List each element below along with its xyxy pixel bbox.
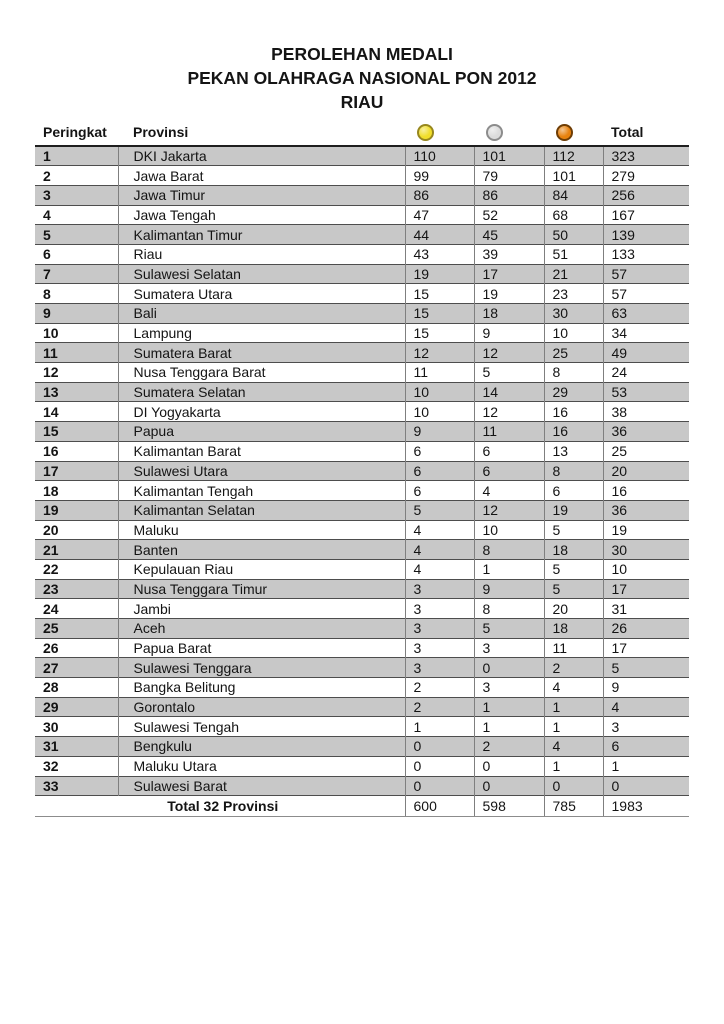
gold-column-header — [405, 114, 474, 146]
table-row — [35, 461, 689, 481]
table-row — [35, 599, 689, 619]
province-cell: Gorontalo — [118, 697, 405, 717]
bronze-cell: 1 — [544, 717, 603, 737]
bronze-cell: 13 — [544, 441, 603, 461]
silver-cell: 8 — [474, 540, 544, 560]
rank-cell: 5 — [35, 225, 118, 245]
medal-table-body — [35, 146, 689, 796]
gold-cell: 44 — [405, 225, 474, 245]
rank-cell: 31 — [35, 737, 118, 757]
province-cell: Sumatera Selatan — [118, 382, 405, 402]
rank-cell: 17 — [35, 461, 118, 481]
total-gold-cell: 600 — [405, 796, 474, 817]
province-cell: Papua Barat — [118, 638, 405, 658]
table-row — [35, 441, 689, 461]
gold-cell: 3 — [405, 579, 474, 599]
silver-cell: 6 — [474, 461, 544, 481]
table-row — [35, 717, 689, 737]
total-cell: 57 — [603, 284, 689, 304]
bronze-cell: 20 — [544, 599, 603, 619]
bronze-cell: 112 — [544, 146, 603, 166]
gold-cell: 3 — [405, 658, 474, 678]
total-cell: 6 — [603, 737, 689, 757]
bronze-cell: 8 — [544, 461, 603, 481]
rank-cell: 13 — [35, 382, 118, 402]
rank-cell: 1 — [35, 146, 118, 166]
rank-column-header: Peringkat — [35, 114, 118, 146]
gold-cell: 6 — [405, 461, 474, 481]
province-cell: Banten — [118, 540, 405, 560]
bronze-cell: 10 — [544, 323, 603, 343]
table-row — [35, 520, 689, 540]
province-cell: Papua — [118, 422, 405, 442]
silver-cell: 101 — [474, 146, 544, 166]
total-cell: 0 — [603, 776, 689, 796]
gold-cell: 10 — [405, 382, 474, 402]
table-total-row — [35, 796, 689, 817]
silver-cell: 45 — [474, 225, 544, 245]
total-cell: 24 — [603, 363, 689, 383]
bronze-cell: 0 — [544, 776, 603, 796]
province-cell: Sulawesi Selatan — [118, 264, 405, 284]
province-cell: Maluku — [118, 520, 405, 540]
table-row — [35, 500, 689, 520]
total-total-cell: 1983 — [603, 796, 689, 817]
province-cell: DI Yogyakarta — [118, 402, 405, 422]
bronze-cell: 16 — [544, 422, 603, 442]
rank-cell: 24 — [35, 599, 118, 619]
silver-cell: 0 — [474, 776, 544, 796]
total-cell: 30 — [603, 540, 689, 560]
silver-cell: 79 — [474, 166, 544, 186]
bronze-medal-icon — [556, 124, 573, 141]
bronze-cell: 5 — [544, 520, 603, 540]
gold-cell: 86 — [405, 185, 474, 205]
bronze-cell: 50 — [544, 225, 603, 245]
total-cell: 38 — [603, 402, 689, 422]
gold-cell: 11 — [405, 363, 474, 383]
table-row — [35, 244, 689, 264]
total-cell: 31 — [603, 599, 689, 619]
total-cell: 16 — [603, 481, 689, 501]
rank-cell: 8 — [35, 284, 118, 304]
gold-cell: 43 — [405, 244, 474, 264]
silver-cell: 8 — [474, 599, 544, 619]
silver-cell: 1 — [474, 717, 544, 737]
bronze-cell: 2 — [544, 658, 603, 678]
gold-cell: 0 — [405, 756, 474, 776]
province-cell: Kalimantan Tengah — [118, 481, 405, 501]
silver-cell: 5 — [474, 619, 544, 639]
rank-cell: 32 — [35, 756, 118, 776]
total-column-header: Total — [603, 114, 689, 146]
title-line-3: RIAU — [340, 92, 384, 112]
total-cell: 5 — [603, 658, 689, 678]
province-cell: Bali — [118, 304, 405, 324]
province-cell: Maluku Utara — [118, 756, 405, 776]
total-cell: 17 — [603, 579, 689, 599]
gold-cell: 15 — [405, 304, 474, 324]
rank-cell: 9 — [35, 304, 118, 324]
table-row — [35, 559, 689, 579]
bronze-cell: 4 — [544, 678, 603, 698]
rank-cell: 33 — [35, 776, 118, 796]
table-row — [35, 422, 689, 442]
province-cell: Jambi — [118, 599, 405, 619]
gold-cell: 4 — [405, 520, 474, 540]
gold-cell: 2 — [405, 678, 474, 698]
table-row — [35, 619, 689, 639]
silver-cell: 12 — [474, 343, 544, 363]
province-cell: Jawa Tengah — [118, 205, 405, 225]
gold-cell: 15 — [405, 284, 474, 304]
silver-cell: 52 — [474, 205, 544, 225]
silver-cell: 12 — [474, 500, 544, 520]
gold-cell: 12 — [405, 343, 474, 363]
total-cell: 167 — [603, 205, 689, 225]
table-row — [35, 697, 689, 717]
total-cell: 63 — [603, 304, 689, 324]
gold-cell: 9 — [405, 422, 474, 442]
bronze-cell: 19 — [544, 500, 603, 520]
rank-cell: 28 — [35, 678, 118, 698]
province-cell: Kalimantan Timur — [118, 225, 405, 245]
rank-cell: 4 — [35, 205, 118, 225]
total-cell: 25 — [603, 441, 689, 461]
bronze-cell: 21 — [544, 264, 603, 284]
silver-cell: 2 — [474, 737, 544, 757]
gold-cell: 4 — [405, 559, 474, 579]
total-cell: 4 — [603, 697, 689, 717]
gold-cell: 15 — [405, 323, 474, 343]
province-cell: Sumatera Barat — [118, 343, 405, 363]
total-silver-cell: 598 — [474, 796, 544, 817]
silver-cell: 6 — [474, 441, 544, 461]
gold-cell: 19 — [405, 264, 474, 284]
silver-cell: 4 — [474, 481, 544, 501]
province-cell: Bangka Belitung — [118, 678, 405, 698]
gold-cell: 3 — [405, 599, 474, 619]
province-cell: Nusa Tenggara Timur — [118, 579, 405, 599]
gold-cell: 10 — [405, 402, 474, 422]
rank-cell: 16 — [35, 441, 118, 461]
province-cell: Lampung — [118, 323, 405, 343]
gold-cell: 5 — [405, 500, 474, 520]
bronze-cell: 16 — [544, 402, 603, 422]
gold-cell: 0 — [405, 737, 474, 757]
province-cell: Jawa Timur — [118, 185, 405, 205]
gold-medal-icon — [417, 124, 434, 141]
title-line-1: PEROLEHAN MEDALI — [271, 44, 453, 64]
gold-cell: 0 — [405, 776, 474, 796]
silver-cell: 0 — [474, 658, 544, 678]
province-cell: Sulawesi Barat — [118, 776, 405, 796]
bronze-cell: 30 — [544, 304, 603, 324]
table-row — [35, 540, 689, 560]
province-cell: Riau — [118, 244, 405, 264]
silver-cell: 18 — [474, 304, 544, 324]
table-row — [35, 638, 689, 658]
silver-cell: 39 — [474, 244, 544, 264]
rank-cell: 29 — [35, 697, 118, 717]
bronze-cell: 18 — [544, 619, 603, 639]
rank-cell: 6 — [35, 244, 118, 264]
total-bronze-cell: 785 — [544, 796, 603, 817]
gold-cell: 2 — [405, 697, 474, 717]
bronze-cell: 25 — [544, 343, 603, 363]
rank-cell: 26 — [35, 638, 118, 658]
bronze-cell: 18 — [544, 540, 603, 560]
gold-cell: 3 — [405, 619, 474, 639]
bronze-cell: 84 — [544, 185, 603, 205]
bronze-cell: 5 — [544, 559, 603, 579]
silver-cell: 3 — [474, 638, 544, 658]
table-row — [35, 284, 689, 304]
silver-cell: 1 — [474, 559, 544, 579]
silver-cell: 14 — [474, 382, 544, 402]
rank-cell: 18 — [35, 481, 118, 501]
rank-cell: 25 — [35, 619, 118, 639]
table-row — [35, 737, 689, 757]
province-cell: Nusa Tenggara Barat — [118, 363, 405, 383]
gold-cell: 3 — [405, 638, 474, 658]
silver-cell: 9 — [474, 323, 544, 343]
rank-cell: 20 — [35, 520, 118, 540]
table-row — [35, 185, 689, 205]
title-line-2: PEKAN OLAHRAGA NASIONAL PON 2012 — [187, 68, 537, 88]
total-cell: 133 — [603, 244, 689, 264]
bronze-cell: 1 — [544, 756, 603, 776]
table-row — [35, 205, 689, 225]
bronze-column-header — [544, 114, 603, 146]
rank-cell: 7 — [35, 264, 118, 284]
bronze-cell: 23 — [544, 284, 603, 304]
total-cell: 34 — [603, 323, 689, 343]
silver-cell: 86 — [474, 185, 544, 205]
total-cell: 36 — [603, 500, 689, 520]
rank-cell: 3 — [35, 185, 118, 205]
bronze-cell: 5 — [544, 579, 603, 599]
table-row — [35, 166, 689, 186]
bronze-cell: 4 — [544, 737, 603, 757]
table-row — [35, 323, 689, 343]
gold-cell: 110 — [405, 146, 474, 166]
rank-cell: 12 — [35, 363, 118, 383]
rank-cell: 23 — [35, 579, 118, 599]
table-row — [35, 343, 689, 363]
silver-medal-icon — [486, 124, 503, 141]
table-row — [35, 579, 689, 599]
rank-cell: 15 — [35, 422, 118, 442]
bronze-cell: 6 — [544, 481, 603, 501]
total-cell: 57 — [603, 264, 689, 284]
total-cell: 49 — [603, 343, 689, 363]
gold-cell: 99 — [405, 166, 474, 186]
rank-cell: 21 — [35, 540, 118, 560]
bronze-cell: 68 — [544, 205, 603, 225]
bronze-cell: 8 — [544, 363, 603, 383]
table-row — [35, 304, 689, 324]
document-title — [0, 0, 724, 114]
table-row — [35, 481, 689, 501]
silver-column-header — [474, 114, 544, 146]
rank-cell: 27 — [35, 658, 118, 678]
bronze-cell: 1 — [544, 697, 603, 717]
silver-cell: 11 — [474, 422, 544, 442]
province-cell: Bengkulu — [118, 737, 405, 757]
total-cell: 1 — [603, 756, 689, 776]
rank-cell: 2 — [35, 166, 118, 186]
medal-standings-table — [35, 114, 689, 817]
province-cell: Kalimantan Selatan — [118, 500, 405, 520]
silver-cell: 3 — [474, 678, 544, 698]
gold-cell: 4 — [405, 540, 474, 560]
bronze-cell: 11 — [544, 638, 603, 658]
table-row — [35, 146, 689, 166]
silver-cell: 9 — [474, 579, 544, 599]
total-cell: 10 — [603, 559, 689, 579]
total-cell: 323 — [603, 146, 689, 166]
total-label-cell: Total 32 Provinsi — [35, 796, 405, 817]
province-cell: Sulawesi Tengah — [118, 717, 405, 737]
rank-cell: 19 — [35, 500, 118, 520]
total-cell: 19 — [603, 520, 689, 540]
province-cell: DKI Jakarta — [118, 146, 405, 166]
table-row — [35, 756, 689, 776]
rank-cell: 11 — [35, 343, 118, 363]
table-header-row — [35, 114, 689, 146]
table-row — [35, 382, 689, 402]
total-cell: 17 — [603, 638, 689, 658]
silver-cell: 12 — [474, 402, 544, 422]
rank-cell: 14 — [35, 402, 118, 422]
silver-cell: 5 — [474, 363, 544, 383]
rank-cell: 22 — [35, 559, 118, 579]
total-cell: 26 — [603, 619, 689, 639]
province-cell: Sulawesi Utara — [118, 461, 405, 481]
silver-cell: 17 — [474, 264, 544, 284]
silver-cell: 10 — [474, 520, 544, 540]
total-cell: 279 — [603, 166, 689, 186]
total-cell: 139 — [603, 225, 689, 245]
province-cell: Aceh — [118, 619, 405, 639]
gold-cell: 1 — [405, 717, 474, 737]
table-row — [35, 225, 689, 245]
table-row — [35, 658, 689, 678]
gold-cell: 6 — [405, 481, 474, 501]
silver-cell: 19 — [474, 284, 544, 304]
rank-cell: 30 — [35, 717, 118, 737]
total-cell: 256 — [603, 185, 689, 205]
table-row — [35, 363, 689, 383]
province-cell: Kepulauan Riau — [118, 559, 405, 579]
gold-cell: 47 — [405, 205, 474, 225]
gold-cell: 6 — [405, 441, 474, 461]
province-cell: Jawa Barat — [118, 166, 405, 186]
table-row — [35, 776, 689, 796]
silver-cell: 1 — [474, 697, 544, 717]
bronze-cell: 51 — [544, 244, 603, 264]
total-cell: 3 — [603, 717, 689, 737]
bronze-cell: 29 — [544, 382, 603, 402]
total-cell: 20 — [603, 461, 689, 481]
table-row — [35, 402, 689, 422]
province-cell: Sumatera Utara — [118, 284, 405, 304]
bronze-cell: 101 — [544, 166, 603, 186]
province-cell: Kalimantan Barat — [118, 441, 405, 461]
rank-cell: 10 — [35, 323, 118, 343]
province-cell: Sulawesi Tenggara — [118, 658, 405, 678]
total-cell: 36 — [603, 422, 689, 442]
province-column-header: Provinsi — [118, 114, 405, 146]
table-row — [35, 264, 689, 284]
total-cell: 53 — [603, 382, 689, 402]
silver-cell: 0 — [474, 756, 544, 776]
total-cell: 9 — [603, 678, 689, 698]
table-row — [35, 678, 689, 698]
